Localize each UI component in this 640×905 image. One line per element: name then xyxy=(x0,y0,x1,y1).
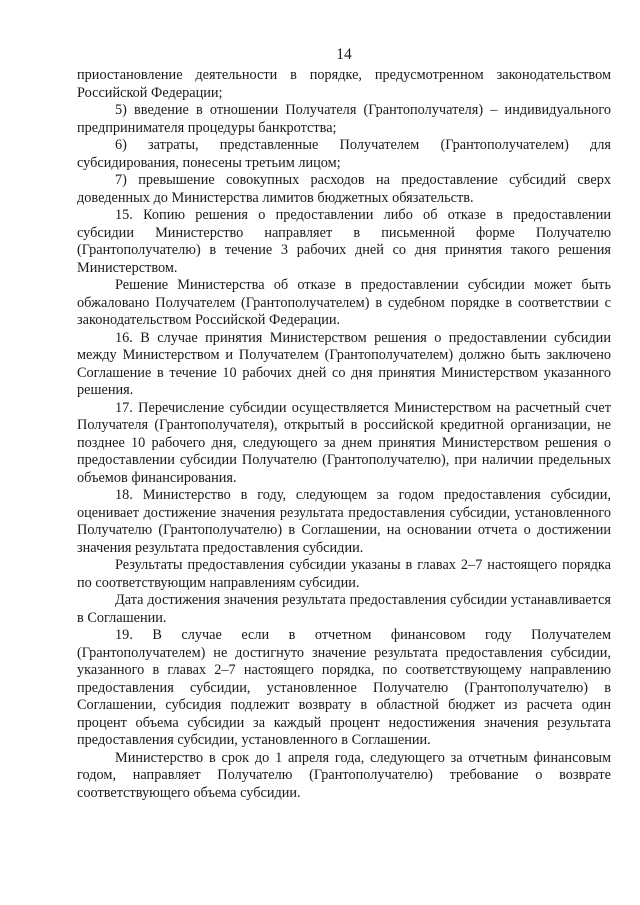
page-number: 14 xyxy=(336,46,352,63)
clause-15-appeal: Решение Министерства об отказе в предоставлении субсидии может быть обжаловано Получателем (Грантополучателем) в судебном порядке в соответствии с законодательством Российской Федерации. xyxy=(77,277,611,328)
clause-18: 18. Министерство в году, следующем за годом предоставления субсидии, оценивает достижение значения результата предоставления субсидии, установленного Получателю (Грантополучателю) в Соглашении, на основании отчета о достижении значения результата предоставления субсидии. xyxy=(77,487,611,556)
clause-19-requirement: Министерство в срок до 1 апреля года, следующего за отчетным финансовым годом, направляет Получателю (Грантополучателю) требование о возврате соответствующего объема субсидии. xyxy=(77,749,611,801)
list-item-6: 6) затраты, представленные Получателем (Грантополучателем) для субсидирования, понесены третьим лицом; xyxy=(77,137,611,171)
clause-16: 16. В случае принятия Министерством решения о предоставлении субсидии между Министерством и Получателем (Грантополучателем) должно быть заключено Соглашение в течение 10 рабочих дней со дня принятия Министерством указанного решения. xyxy=(77,329,611,398)
clause-15: 15. Копию решения о предоставлении либо об отказе в предоставлении субсидии Министерство направляет в письменной форме Получателю (Грантополучателю) в течение 3 рабочих дней со дня принятия такого решения Министерством. xyxy=(77,207,611,276)
clause-19: 19. В случае если в отчетном финансовом году Получателем (Грантополучателем) не достигнуто значение результата предоставления субсидии, указанного в главах 2–7 настоящего порядка, по соответствующему направлению предоставления субсидии, установленное Получателю (Грантополучателю) в Соглашении, субсидия подлежит возврату в областной бюджет из расчета один процент объема субсидии за каждый процент недостижения значения результата предоставления субсидии, установленного в Соглашении. xyxy=(77,627,611,748)
document-body xyxy=(77,67,611,802)
clause-18-results: Результаты предоставления субсидии указаны в главах 2–7 настоящего порядка по соответствующим направлениям субсидии. xyxy=(77,557,611,591)
clause-18-date: Дата достижения значения результата предоставления субсидии устанавливается в Соглашении. xyxy=(77,592,611,626)
clause-17: 17. Перечисление субсидии осуществляется Министерством на расчетный счет Получателя (Грантополучателя), открытый в российской кредитной организации, не позднее 10 рабочего дня, следующего за днем принятия Министерством решения о предоставлении субсидии Получателю (Грантополучателю), при наличии предельных объемов финансирования. xyxy=(77,399,611,486)
list-item-7: 7) превышение совокупных расходов на предоставление субсидий сверх доведенных до Министерства лимитов бюджетных обязательств. xyxy=(77,172,611,206)
list-item-5: 5) введение в отношении Получателя (Грантополучателя) – индивидуального предпринимателя процедуры банкротства; xyxy=(77,102,611,136)
paragraph-continuation: приостановление деятельности в порядке, предусмотренном законодательством Российской Федерации; xyxy=(77,67,611,101)
